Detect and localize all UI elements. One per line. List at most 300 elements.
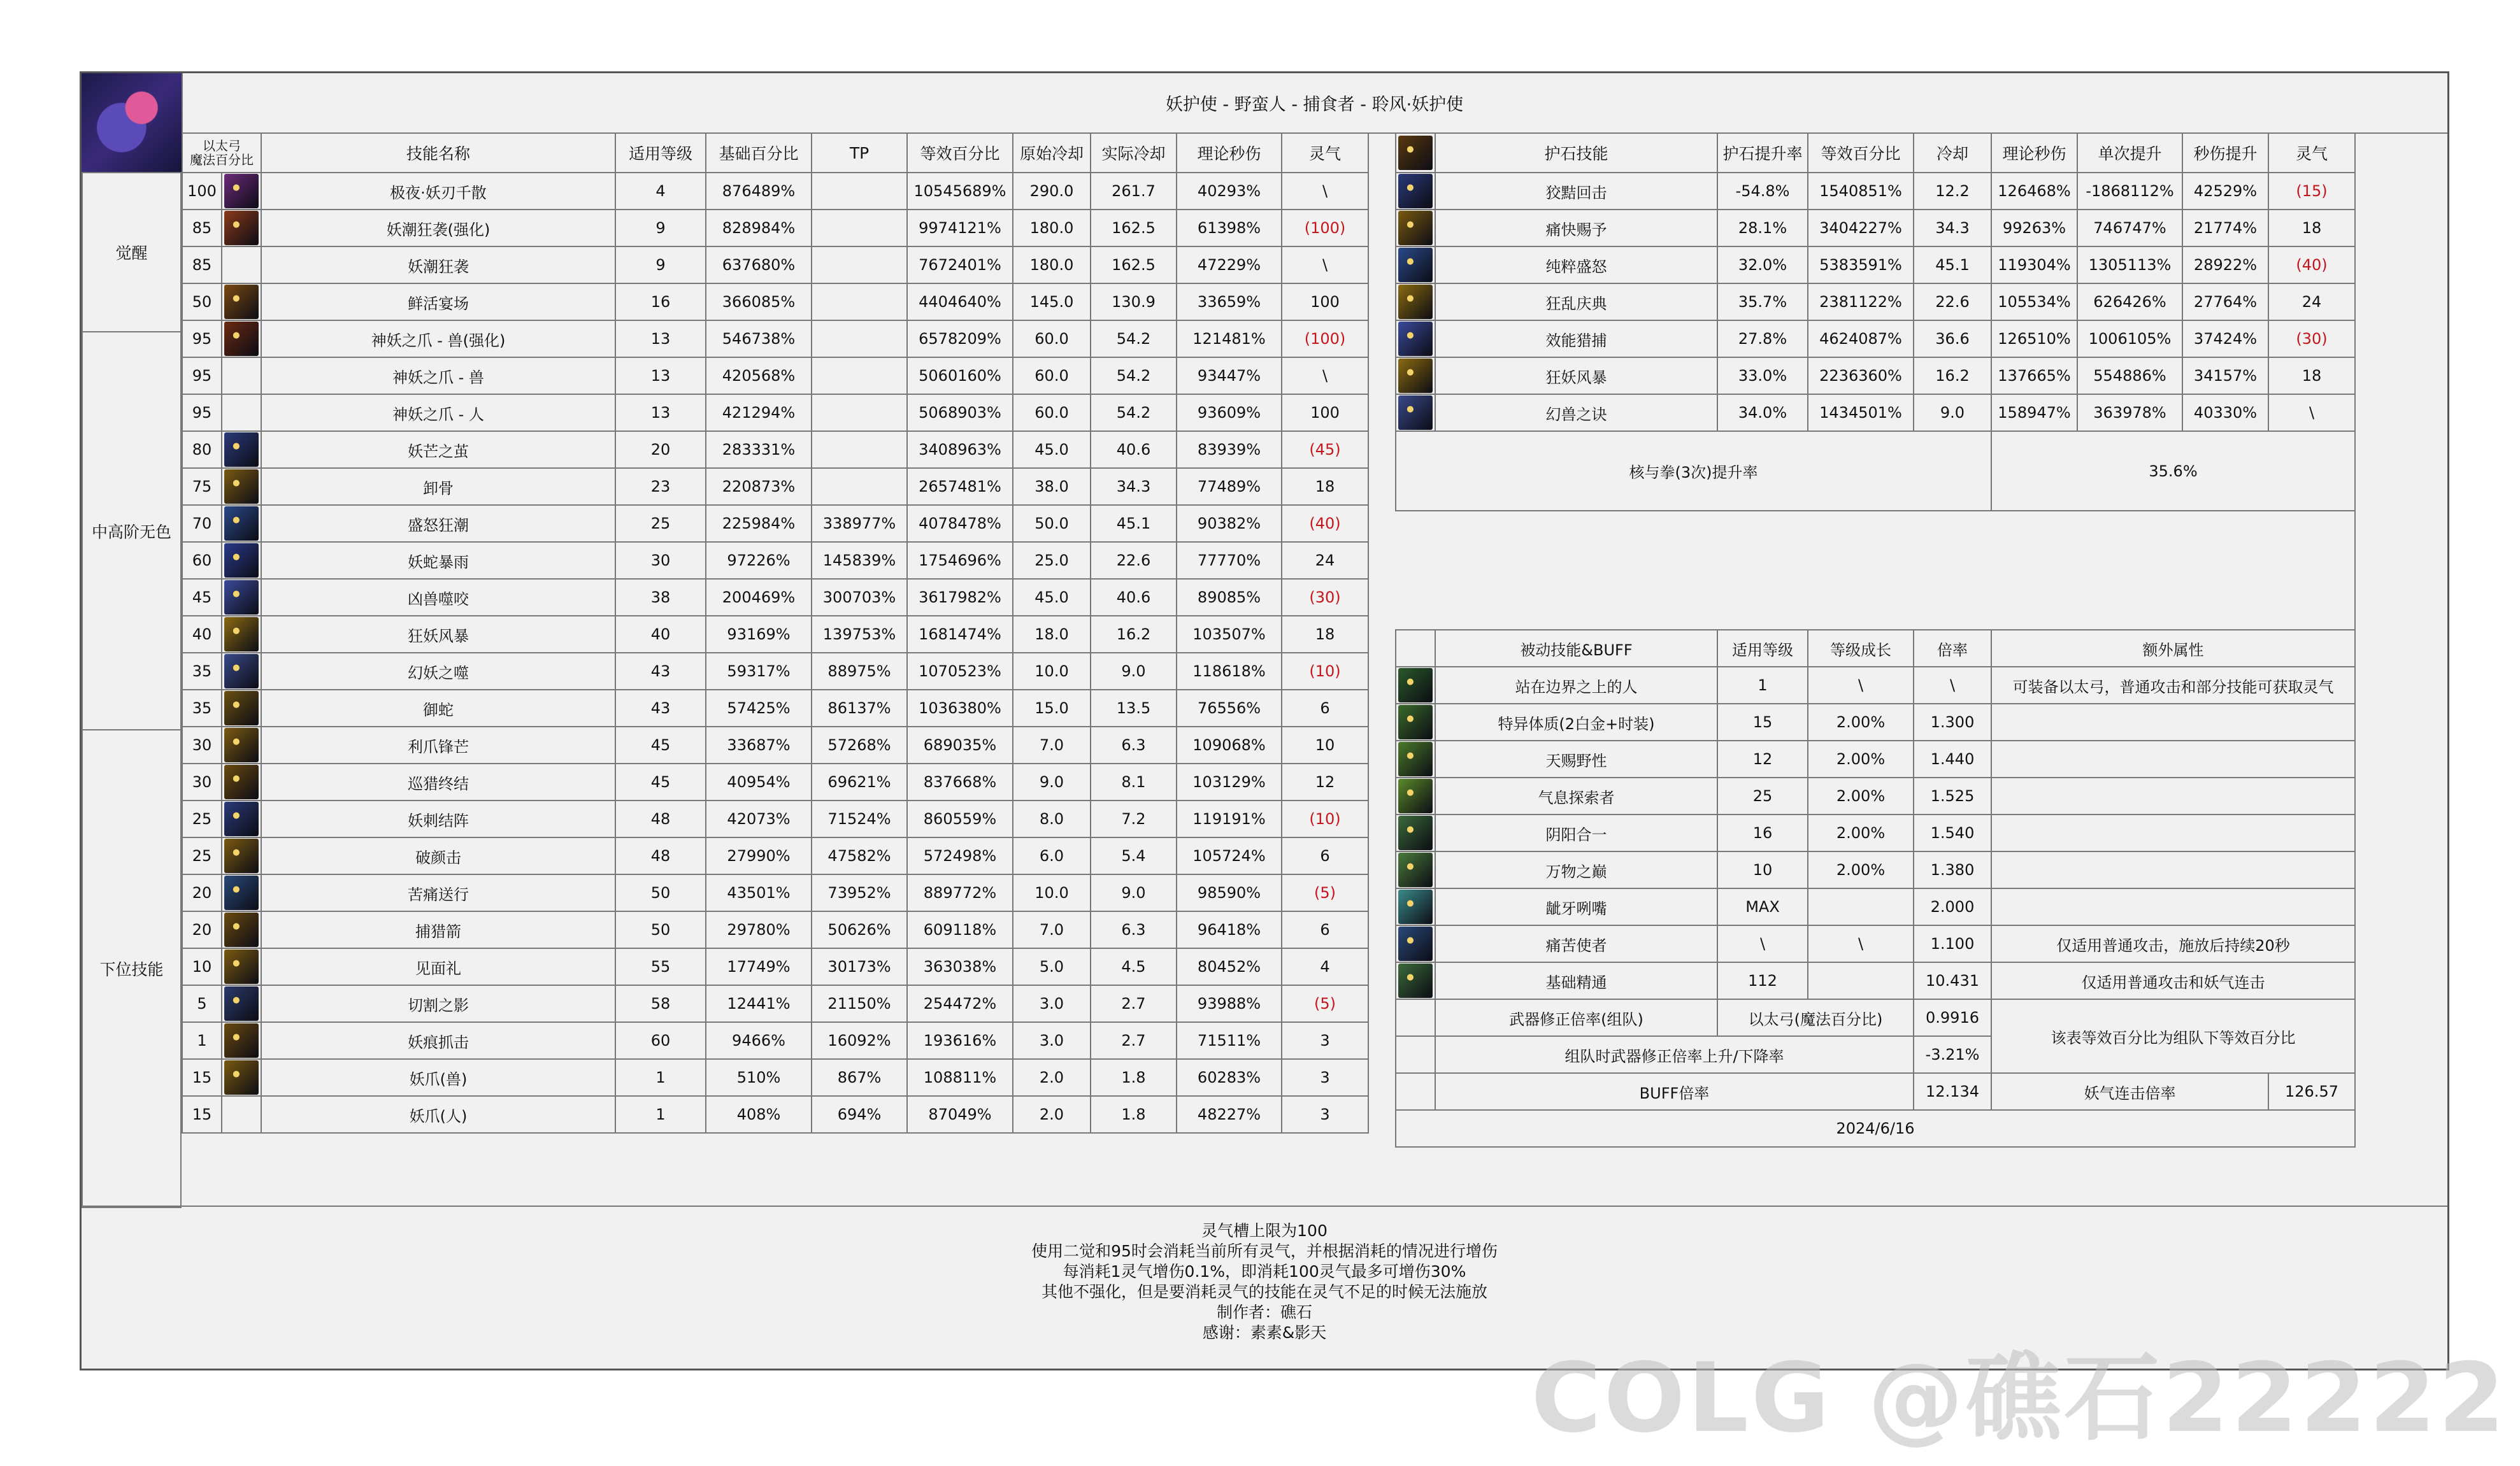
theory-dps: 93988% [1177,985,1282,1022]
passive-extra [1991,778,2355,815]
base-percent: 97226% [706,542,812,579]
skill-name: 苦痛送行 [261,874,615,911]
skill-row [182,764,1368,801]
skill-row [182,542,1368,579]
header-4: TP [812,133,907,173]
skill-icon-cell [222,1022,261,1059]
skill-icon-cell [222,579,261,616]
header-8: 理论秒伤 [1177,133,1282,173]
theory-dps: 93447% [1177,357,1282,394]
passive-icon-cell [1396,704,1435,741]
skill-icon-cell [222,764,261,801]
talisman-aura: (30) [2268,320,2355,357]
talisman-rate: 32.0% [1717,246,1808,283]
aura: 100 [1282,394,1368,431]
equiv-percent: 4404640% [907,283,1013,320]
talisman-cooldown: 16.2 [1914,357,1991,394]
skill-icon [224,1023,259,1058]
talisman-equiv: 3404227% [1808,210,1914,246]
skill-row [182,874,1368,911]
skill-icon-cell [222,801,261,837]
theory-dps: 48227% [1177,1096,1282,1133]
apply-level: 48 [615,837,706,874]
aura: (5) [1282,874,1368,911]
passive-mult: 1.300 [1914,704,1991,741]
talisman-header-3: 冷却 [1914,133,1991,173]
passive-header-level: 适用等级 [1717,630,1808,667]
tp-percent: 21150% [812,985,907,1022]
equiv-percent: 689035% [907,727,1013,764]
tp-percent [812,431,907,468]
skill-icon [1398,211,1433,245]
actual-cooldown: 7.2 [1091,801,1177,837]
talisman-single-up: 554886% [2077,357,2182,394]
skill-icon [224,1060,259,1095]
passive-mult: 1.525 [1914,778,1991,815]
equiv-percent: 1754696% [907,542,1013,579]
aura: 10 [1282,727,1368,764]
theory-dps: 77770% [1177,542,1282,579]
aura: 3 [1282,1096,1368,1133]
equiv-percent: 4078478% [907,505,1013,542]
actual-cooldown: 261.7 [1091,173,1177,210]
raw-cooldown: 10.0 [1013,874,1091,911]
skill-icon [1398,927,1433,961]
theory-dps: 93609% [1177,394,1282,431]
skill-icon [224,580,259,615]
actual-cooldown: 1.8 [1091,1096,1177,1133]
passive-mult: 1.440 [1914,741,1991,778]
talisman-cooldown: 34.3 [1914,210,1991,246]
skill-name: 鲜活宴场 [261,283,615,320]
base-percent: 510% [706,1059,812,1096]
raw-cooldown: 60.0 [1013,394,1091,431]
equiv-percent: 860559% [907,801,1013,837]
header-6: 原始冷却 [1013,133,1091,173]
talisman-header-2: 等效百分比 [1808,133,1914,173]
passive-header-name: 被动技能&BUFF [1435,630,1717,667]
skill-icon-cell [222,911,261,948]
skill-icon [1398,779,1433,813]
actual-cooldown: 8.1 [1091,764,1177,801]
talisman-aura: (15) [2268,173,2355,210]
equiv-percent: 3408963% [907,431,1013,468]
passive-growth [1808,888,1914,925]
actual-cooldown: 6.3 [1091,911,1177,948]
talisman-single-up: 1305113% [2077,246,2182,283]
skill-level: 100 [182,173,222,210]
apply-level: 1 [615,1096,706,1133]
tp-percent: 300703% [812,579,907,616]
note-line: 感谢：素素&影天 [1202,1323,1327,1342]
skill-icon [224,802,259,836]
passive-row [1396,815,2355,851]
header-weapon-type: 以太弓 魔法百分比 [182,133,261,173]
theory-dps: 60283% [1177,1059,1282,1096]
aura: (10) [1282,653,1368,690]
equiv-percent: 363038% [907,948,1013,985]
actual-cooldown: 54.2 [1091,320,1177,357]
skill-level: 25 [182,801,222,837]
skill-level: 5 [182,985,222,1022]
talisman-rate: -54.8% [1717,173,1808,210]
skill-icon [1398,395,1433,430]
skill-icon-cell [222,542,261,579]
passive-extra: 仅适用普通攻击，施放后持续20秒 [1991,925,2355,962]
section-label: 觉醒 [82,173,181,332]
passive-icon-cell [1396,667,1435,704]
aura: 18 [1282,468,1368,505]
skill-row [182,727,1368,764]
skill-icon-cell [222,727,261,764]
passive-level: 12 [1717,741,1808,778]
talisman-dps-up: 42529% [2182,173,2268,210]
skill-level: 25 [182,837,222,874]
passive-header-extra: 额外属性 [1991,630,2355,667]
passive-growth: 2.00% [1808,704,1914,741]
passive-extra [1991,851,2355,888]
talisman-dps-up: 21774% [2182,210,2268,246]
raw-cooldown: 60.0 [1013,357,1091,394]
skill-name: 利爪锋芒 [261,727,615,764]
note-line: 灵气槽上限为100 [1201,1221,1328,1240]
combo-label: 妖气连击倍率 [1991,1073,2268,1110]
skill-icon-cell [222,837,261,874]
aura: 6 [1282,690,1368,727]
theory-dps: 98590% [1177,874,1282,911]
talisman-passive-table [1395,132,2356,1148]
base-percent: 33687% [706,727,812,764]
aura: (40) [1282,505,1368,542]
base-percent: 876489% [706,173,812,210]
aura: (5) [1282,985,1368,1022]
passive-extra: 仅适用普通攻击和妖气连击 [1991,962,2355,999]
skill-name: 妖潮狂袭(强化) [261,210,615,246]
talisman-rate: 27.8% [1717,320,1808,357]
skill-row [182,173,1368,210]
raw-cooldown: 9.0 [1013,764,1091,801]
apply-level: 23 [615,468,706,505]
base-percent: 421294% [706,394,812,431]
talisman-row [1396,210,2355,246]
raw-cooldown: 6.0 [1013,837,1091,874]
passive-extra [1991,815,2355,851]
base-percent: 42073% [706,801,812,837]
skill-icon [224,469,259,504]
skill-icon [1398,853,1433,887]
actual-cooldown: 22.6 [1091,542,1177,579]
equiv-percent: 1070523% [907,653,1013,690]
actual-cooldown: 16.2 [1091,616,1177,653]
skill-icon [1398,322,1433,356]
passive-mult: \ [1914,667,1991,704]
skill-icon-cell [222,173,261,210]
skill-level: 45 [182,579,222,616]
passive-name: 基础精通 [1435,962,1717,999]
tp-percent [812,173,907,210]
section-label: 下位技能 [82,730,181,1207]
skill-level: 30 [182,764,222,801]
theory-dps: 103129% [1177,764,1282,801]
talisman-single-up: -1868112% [2077,173,2182,210]
talisman-equiv: 1434501% [1808,394,1914,431]
equiv-percent: 5068903% [907,394,1013,431]
apply-level: 55 [615,948,706,985]
actual-cooldown: 40.6 [1091,431,1177,468]
aura: (100) [1282,210,1368,246]
aura: 100 [1282,283,1368,320]
talisman-header-1: 护石提升率 [1717,133,1808,173]
passive-growth: \ [1808,925,1914,962]
theory-dps: 40293% [1177,173,1282,210]
talisman-cooldown: 45.1 [1914,246,1991,283]
base-percent: 43501% [706,874,812,911]
skill-name: 妖芒之茧 [261,431,615,468]
passive-level: 15 [1717,704,1808,741]
skill-level: 30 [182,727,222,764]
talisman-dps: 126510% [1991,320,2077,357]
talisman-aura: 18 [2268,210,2355,246]
tp-percent [812,210,907,246]
talisman-name: 效能猎捕 [1435,320,1717,357]
talisman-aura: 18 [2268,357,2355,394]
skill-name: 捕猎箭 [261,911,615,948]
talisman-dps-up: 34157% [2182,357,2268,394]
passive-icon-cell [1396,888,1435,925]
skill-icon-cell [222,283,261,320]
actual-cooldown: 162.5 [1091,246,1177,283]
skill-row [182,616,1368,653]
weapon-type: 以太弓(魔法百分比) [1717,999,1914,1036]
passive-level: 16 [1717,815,1808,851]
weapon-note: 该表等效百分比为组队下等效百分比 [1991,999,2355,1073]
skill-name: 神妖之爪 - 人 [261,394,615,431]
actual-cooldown: 162.5 [1091,210,1177,246]
skill-row [182,911,1368,948]
raw-cooldown: 3.0 [1013,985,1091,1022]
aura: 12 [1282,764,1368,801]
aura: (100) [1282,320,1368,357]
apply-level: 9 [615,246,706,283]
talisman-dps: 158947% [1991,394,2077,431]
base-percent: 637680% [706,246,812,283]
skill-icon [1398,816,1433,850]
raw-cooldown: 10.0 [1013,653,1091,690]
talisman-aura: 24 [2268,283,2355,320]
skill-row [182,837,1368,874]
base-percent: 283331% [706,431,812,468]
apply-level: 40 [615,616,706,653]
raw-cooldown: 18.0 [1013,616,1091,653]
passive-row [1396,667,2355,704]
aura: 4 [1282,948,1368,985]
skill-icon-cell [222,874,261,911]
skill-sheet [80,71,2449,1370]
skill-row [182,1022,1368,1059]
base-percent: 12441% [706,985,812,1022]
equiv-percent: 108811% [907,1059,1013,1096]
talisman-row [1396,283,2355,320]
apply-level: 50 [615,874,706,911]
raw-cooldown: 7.0 [1013,727,1091,764]
skill-level: 95 [182,320,222,357]
raw-cooldown: 180.0 [1013,210,1091,246]
theory-dps: 47229% [1177,246,1282,283]
talisman-cooldown: 9.0 [1914,394,1991,431]
party-value: -3.21% [1914,1036,1991,1073]
skill-icon [224,543,259,578]
header-9: 灵气 [1282,133,1368,173]
base-percent: 27990% [706,837,812,874]
equiv-percent: 572498% [907,837,1013,874]
skill-name: 极夜·妖刃千散 [261,173,615,210]
passive-growth: 2.00% [1808,778,1914,815]
raw-cooldown: 25.0 [1013,542,1091,579]
equiv-percent: 254472% [907,985,1013,1022]
passive-icon-cell [1396,925,1435,962]
talisman-rate: 33.0% [1717,357,1808,394]
equiv-percent: 837668% [907,764,1013,801]
tp-percent [812,468,907,505]
passive-mult: 2.000 [1914,888,1991,925]
note-line: 使用二觉和95时会消耗当前所有灵气，并根据消耗的情况进行增伤 [1031,1242,1498,1260]
talisman-icon-cell [1396,173,1435,210]
theory-dps: 90382% [1177,505,1282,542]
passive-name: 阴阳合一 [1435,815,1717,851]
raw-cooldown: 45.0 [1013,431,1091,468]
theory-dps: 80452% [1177,948,1282,985]
raw-cooldown: 180.0 [1013,246,1091,283]
passive-row [1396,851,2355,888]
tp-percent [812,394,907,431]
header-2: 适用等级 [615,133,706,173]
tp-percent: 30173% [812,948,907,985]
talisman-cooldown: 36.6 [1914,320,1991,357]
talisman-row [1396,357,2355,394]
talisman-single-up: 363978% [2077,394,2182,431]
skill-row [182,801,1368,837]
passive-extra [1991,741,2355,778]
base-percent: 366085% [706,283,812,320]
passive-extra [1991,888,2355,925]
raw-cooldown: 290.0 [1013,173,1091,210]
skill-icon [224,322,259,356]
skill-name: 妖潮狂袭 [261,246,615,283]
talisman-row [1396,246,2355,283]
apply-level: 16 [615,283,706,320]
base-percent: 40954% [706,764,812,801]
passive-name: 气息探索者 [1435,778,1717,815]
apply-level: 45 [615,764,706,801]
passive-row [1396,741,2355,778]
skill-icon [1398,890,1433,924]
passive-name: 万物之巅 [1435,851,1717,888]
talisman-dps: 137665% [1991,357,2077,394]
aura: (30) [1282,579,1368,616]
note-line: 其他不强化，但是要消耗灵气的技能在灵气不足的时候无法施放 [1041,1283,1487,1301]
tp-percent [812,283,907,320]
talisman-equiv: 1540851% [1808,173,1914,210]
base-percent: 220873% [706,468,812,505]
theory-dps: 105724% [1177,837,1282,874]
raw-cooldown: 45.0 [1013,579,1091,616]
tp-percent: 139753% [812,616,907,653]
core-value: 35.6% [1991,431,2355,511]
skill-name: 妖爪(人) [261,1096,615,1133]
skill-icon [1398,668,1433,702]
actual-cooldown: 5.4 [1091,837,1177,874]
base-percent: 828984% [706,210,812,246]
raw-cooldown: 145.0 [1013,283,1091,320]
skill-icon [1398,705,1433,739]
talisman-aura: (40) [2268,246,2355,283]
passive-row [1396,704,2355,741]
aura: 6 [1282,837,1368,874]
skill-icon [224,913,259,947]
tp-percent: 86137% [812,690,907,727]
actual-cooldown: 2.7 [1091,985,1177,1022]
skill-level: 95 [182,357,222,394]
theory-dps: 76556% [1177,690,1282,727]
passive-mult: 10.431 [1914,962,1991,999]
skill-name: 神妖之爪 - 兽(强化) [261,320,615,357]
skill-icon-cell [222,985,261,1022]
skill-icon [1398,174,1433,208]
base-percent: 9466% [706,1022,812,1059]
passive-row [1396,888,2355,925]
skill-name: 巡猎终结 [261,764,615,801]
raw-cooldown: 38.0 [1013,468,1091,505]
apply-level: 58 [615,985,706,1022]
theory-dps: 121481% [1177,320,1282,357]
base-percent: 17749% [706,948,812,985]
watermark: COLG @礁石22222 [1531,1343,2507,1454]
talisman-rate: 28.1% [1717,210,1808,246]
talisman-icon-cell [1396,394,1435,431]
talisman-single-up: 746747% [2077,210,2182,246]
talisman-header-0: 护石技能 [1435,133,1717,173]
talisman-equiv: 5383591% [1808,246,1914,283]
passive-header-growth: 等级成长 [1808,630,1914,667]
passive-mult: 1.540 [1914,815,1991,851]
apply-level: 43 [615,653,706,690]
skill-name: 见面礼 [261,948,615,985]
talisman-header-icon [1396,133,1435,173]
actual-cooldown: 6.3 [1091,727,1177,764]
skill-level: 60 [182,542,222,579]
base-percent: 546738% [706,320,812,357]
apply-level: 1 [615,1059,706,1096]
theory-dps: 96418% [1177,911,1282,948]
skill-row [182,357,1368,394]
apply-level: 20 [615,431,706,468]
passive-icon-cell [1396,851,1435,888]
apply-level: 13 [615,357,706,394]
passive-row [1396,778,2355,815]
talisman-single-up: 1006105% [2077,320,2182,357]
passive-level: 10 [1717,851,1808,888]
theory-dps: 77489% [1177,468,1282,505]
skill-row [182,1059,1368,1096]
actual-cooldown: 40.6 [1091,579,1177,616]
tp-percent: 57268% [812,727,907,764]
skill-icon-cell [222,690,261,727]
passive-icon-cell [1396,778,1435,815]
skill-row [182,210,1368,246]
weapon-label: 武器修正倍率(组队) [1435,999,1717,1036]
talisman-equiv: 2236360% [1808,357,1914,394]
equiv-percent: 6578209% [907,320,1013,357]
